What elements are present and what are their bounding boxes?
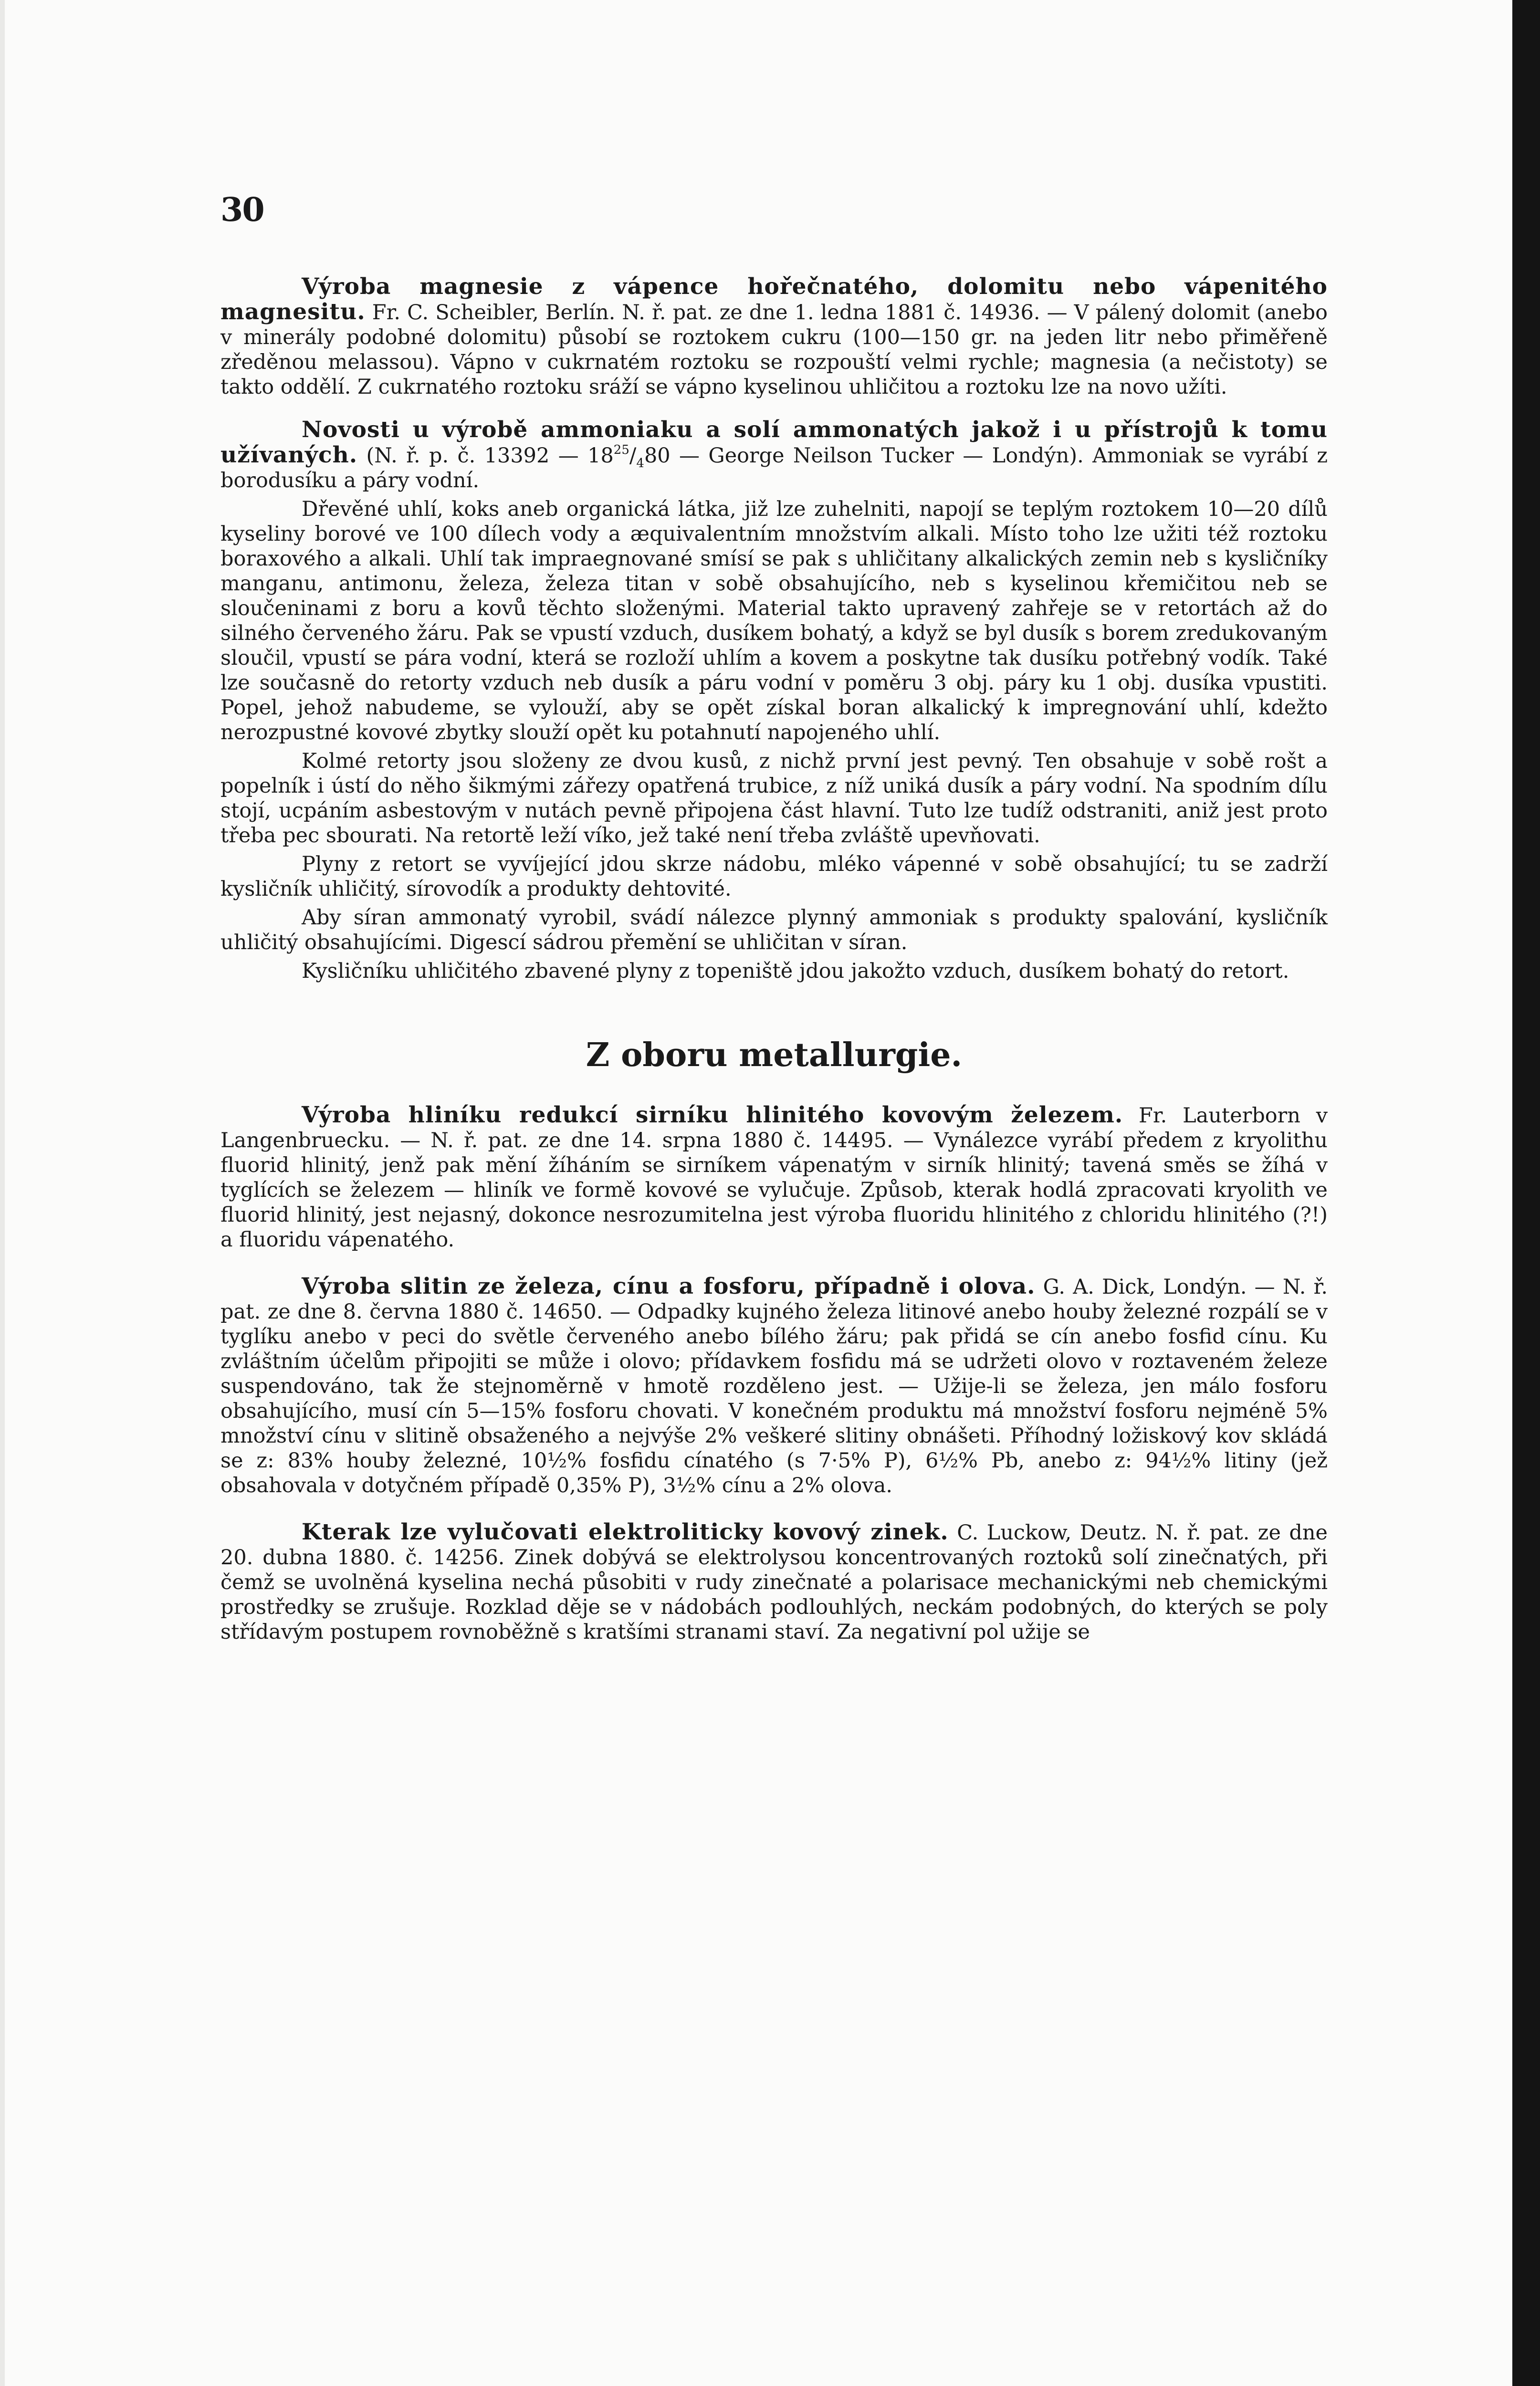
entry-body: C. Luckow, Deutz. N. ř. pat. ze dne 20. dubna 1880. č. 14256. Zinek dobývá se elektrolysou koncentrovaných roztoků solí zinečnatých, při čemž se uvolněná kyselina nechá působiti v rudy zinečnaté a polarisace mechanickými neb chemickými prostředky se zrušuje. Rozklad děje se v nádobách podlouhlých, neckám podobných, do kterých se poly střídavým postupem rovnoběžně s kratšími stranami staví. Za negativní pol užije se — [220, 1521, 1328, 1644]
superscript: 25 — [613, 443, 629, 457]
entry-heading: Novosti u výrobě ammoniaku a solí ammonatých jakož i u přístrojů k tomu užívaných. — [220, 417, 1328, 468]
entry-body: Fr. C. Scheibler, Berlín. N. ř. pat. ze dne 1. ledna 1881 č. 14936. — V pálený dolomit (anebo v minerály podobné dolomitu) působí se roztokem cukru (100—150 gr. na jeden litr nebo přiměřeně zředěnou melassou). Vápno v cukrnatém roztoku se rozpouští velmi rychle; magnesia (a nečistoty) se takto oddělí. Z cukrnatého roztoku sráží se vápno kyselinou uhličitou a roztoku lze na novo užíti. — [220, 301, 1328, 399]
entry-slitiny — [220, 1274, 1328, 1498]
entry-heading: Kterak lze vylučovati elektroliticky kovový zinek. — [302, 1519, 949, 1545]
section-title: Z oboru metallurgie. — [586, 1036, 963, 1074]
subscript: 4 — [636, 456, 644, 471]
entry-ammoniak — [220, 418, 1328, 493]
page-left-edge — [0, 0, 5, 2386]
entry-zinek — [220, 1520, 1328, 1644]
scan-border — [1512, 0, 1540, 2386]
entry-body: G. A. Dick, Londýn. — N. ř. pat. ze dne 8. června 1880 č. 14650. — Odpadky kujného železa litinové anebo houby železné rozpálí se v tyglíku anebo v peci do světle červeného anebo bílého žáru; pak přidá se cín anebo fosfid cínu. Ku zvláštním účelům připojiti se může i olovo; přídavkem fosfidu má se udržeti olovo v roztaveném železe suspendováno, tak že stejnoměrně v hmotě rozděleno jest. — Užije-li se železa, jen málo fosforu obsahujícího, musí cín 5—15% fosforu chovati. V konečném produktu má množství fosforu nejméně 5% množství cínu v slitině obsaženého a nejvýše 2% veškeré slitiny obnášeti. Příhodný ložiskový kov skládá se z: 83% houby železné, 10½% fosfidu cínatého (s 7·5% P), 6½% Pb, anebo z: 94½% litiny (jež obsahovala v dotyčném případě 0,35% P), 3½% cínu a 2% olova. — [220, 1275, 1328, 1497]
paragraph: Plyny z retort se vyvíjející jdou skrze nádobu, mléko vápenné v sobě obsahující; tu se zadrží kysličník uhličitý, sírovodík a produkty dehtovité. — [220, 852, 1328, 901]
paragraph: Kolmé retorty jsou složeny ze dvou kusů, z nichž první jest pevný. Ten obsahuje v sobě rošt a popelník i ústí do něho šikmými zářezy opatřená trubice, z níž uniká dusík a páry vodní. Na spodním dílu stojí, ucpáním asbestovým v nutách pevně připojena část hlavní. Tuto lze tudíž odstraniti, aniž jest proto třeba pec sbourati. Na retortě leží víko, jež také není třeba zvláště upevňovati. — [220, 749, 1328, 848]
paragraph: Aby síran ammonatý vyrobil, svádí nálezce plynný ammoniak s produkty spalování, kysličník uhličitý obsahujícími. Digescí sádrou přemění se uhličitan v síran. — [220, 906, 1328, 954]
paragraph: Kysličníku uhličitého zbavené plyny z topeniště jdou jakožto vzduch, dusíkem bohatý do retort. — [302, 959, 1289, 983]
fraction-slash: / — [629, 444, 637, 468]
entry-heading: Výroba slitin ze železa, cínu a fosforu, případně i olova. — [302, 1273, 1036, 1299]
entry-body: (N. ř. p. č. 13392 — 18 — [357, 444, 614, 468]
page-number: 30 — [220, 191, 264, 229]
entry-magnesie — [220, 274, 1328, 399]
entry-heading: Výroba magnesie z vápence hořečnatého, dolomitu nebo vápenitého magnesitu. — [220, 273, 1328, 325]
entry-hlinik — [220, 1103, 1328, 1252]
page-body — [220, 274, 1328, 1648]
entry-heading: Výroba hliníku redukcí sirníku hlinitého kovovým železem. — [302, 1102, 1123, 1128]
entry-body: 80 — George Neilson Tucker — Londýn). Ammoniak se vyrábí z borodusíku a páry vodní. — [220, 444, 1328, 492]
entry-body: Fr. Lauterborn v Langenbruecku. — N. ř. pat. ze dne 14. srpna 1880 č. 14495. — Vynálezce vyrábí předem z kryolithu fluorid hlinitý, jenž pak mění žíháním se sirníkem vápenatým v sirník hlinitý; tavená směs se žíhá v tyglících se železem — hliník ve formě kovové se vylučuje. Způsob, kterak hodlá zpracovati kryolith ve fluorid hlinitý, jest nejasný, dokonce nesrozumitelna jest výroba fluoridu hlinitého z chloridu hlinitého (?!) a fluoridu vápenatého. — [220, 1104, 1328, 1252]
paragraph: Dřevěné uhlí, koks aneb organická látka, již lze zuhelniti, napojí se teplým roztokem 10—20 dílů kyseliny borové ve 100 dílech vody a æquivalentním množstvím alkali. Místo toho lze užiti též roztoku boraxového a alkali. Uhlí tak impraegnované smísí se pak s uhličitany alkalických zemin neb s kysličníky manganu, antimonu, železa, železa titan v sobě obsahujícího, neb s kyselinou křemičitou neb se sloučeninami z boru a kovů těchto složenými. Material takto upravený zahřeje se v retortách až do silného červeného žáru. Pak se vpustí vzduch, dusíkem bohatý, a když se byl dusík s borem zredukovaným sloučil, vpustí se pára vodní, která se rozloží uhlím a kovem a poskytne tak dusíku potřebný vodík. Také lze současně do retorty vzduch neb dusík a páru vodní v poměru 3 obj. páry ku 1 obj. dusíka vpustiti. Popel, jehož nabudeme, se vylouží, aby se opět získal boran alkalický k impregnování uhlí, kdežto nerozpustné kovové zbytky slouží opět ku potahnutí napojeného uhlí. — [220, 497, 1328, 744]
